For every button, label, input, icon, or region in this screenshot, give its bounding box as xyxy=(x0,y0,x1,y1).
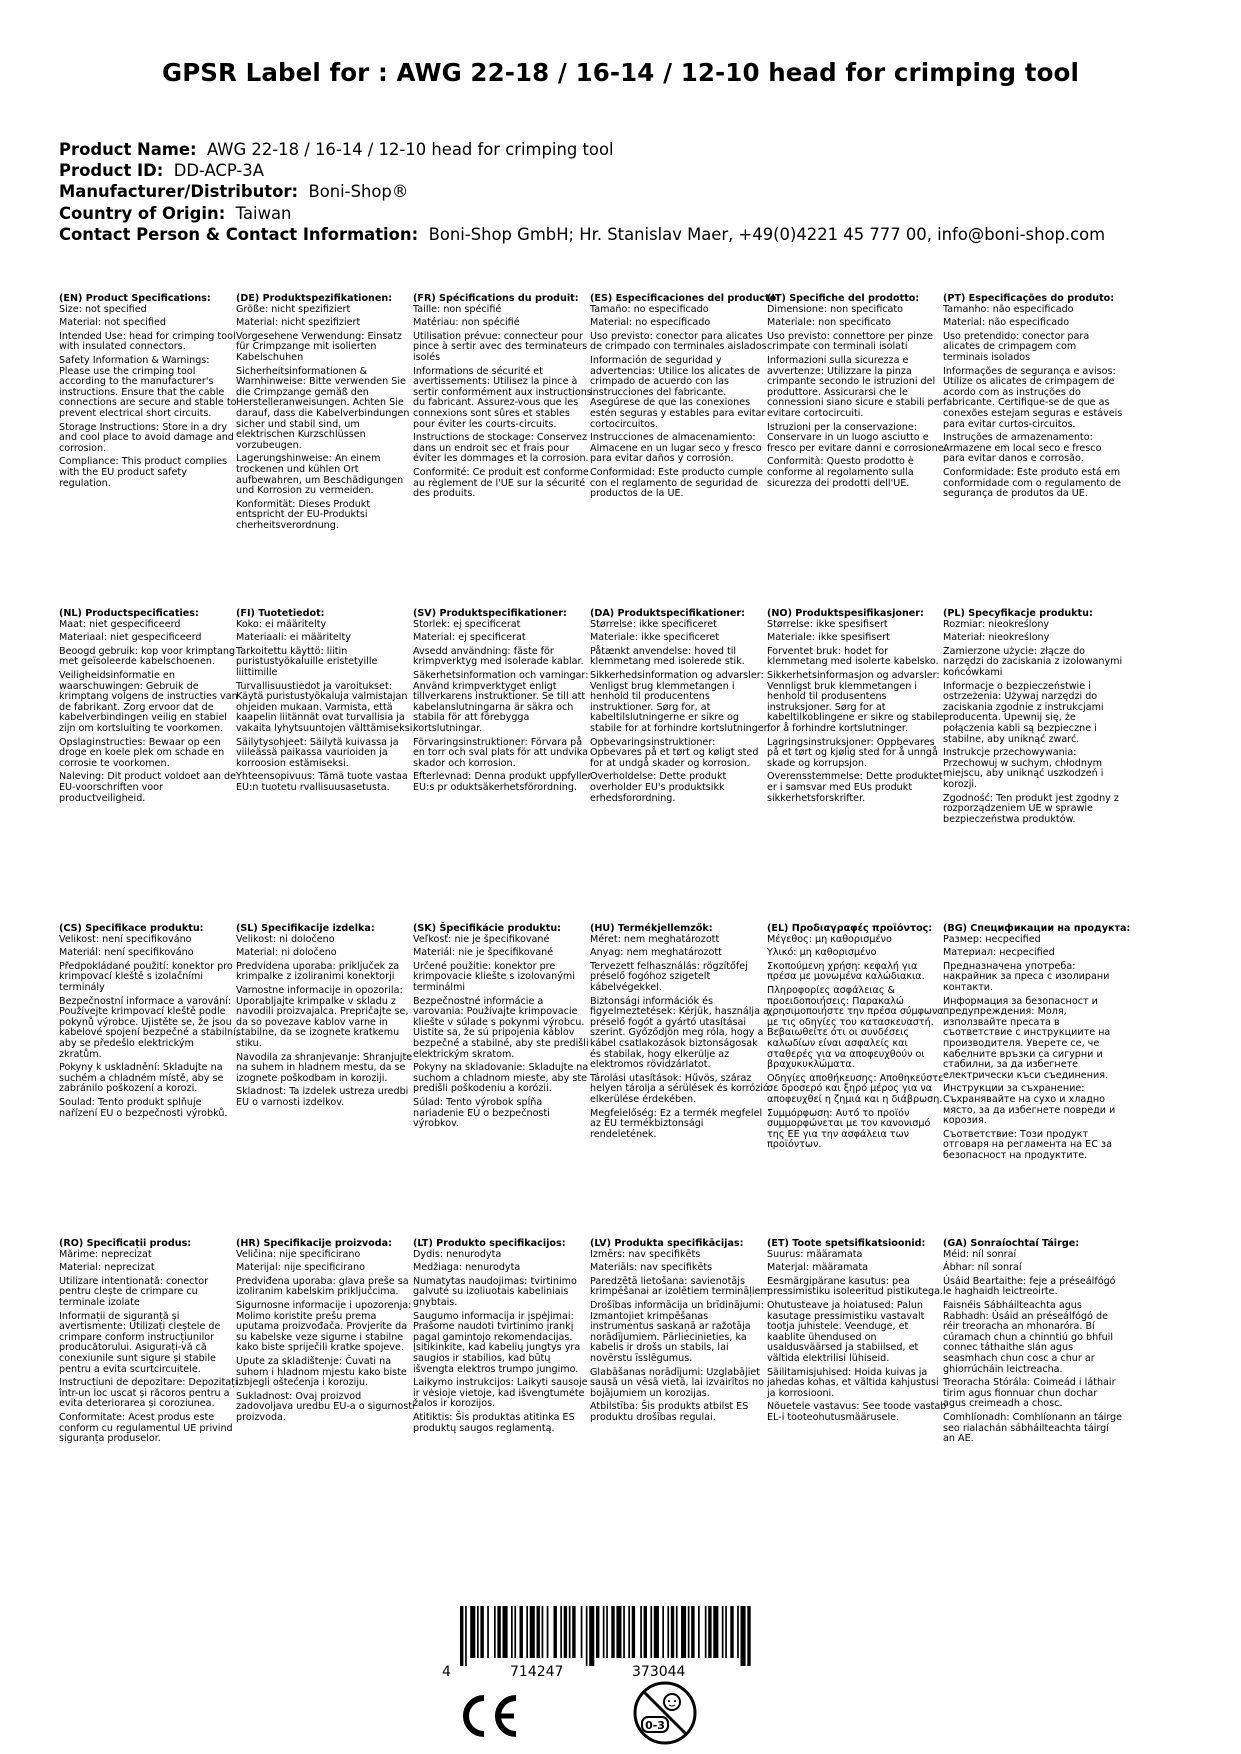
language-block xyxy=(767,1239,947,1427)
language-paragraph: Materiál: není specifikováno xyxy=(59,947,194,959)
language-heading: (SV) Produktspecifikationer: xyxy=(413,608,567,619)
barcode-bar xyxy=(569,1606,571,1658)
barcode-bar xyxy=(477,1606,479,1658)
language-paragraph: Zgodność: Ten produkt jest zgodny z rozporządzeniem UE w sprawie bezpieczeństwa produktów. xyxy=(943,792,1119,825)
language-paragraph: Safety Information & Warnings: Please use the crimping tool according to the manufacturer's instructions. Ensure that the cable connections are secure and stable to prevent electrical short circuits. xyxy=(59,354,237,419)
language-paragraph: Storlek: ej specificerat xyxy=(413,618,521,630)
language-heading: (LT) Produkto specifikacijos: xyxy=(413,1238,566,1249)
language-paragraph: Velikost: není specifikováno xyxy=(59,933,192,945)
language-paragraph: Tamaño: no especificado xyxy=(590,303,709,315)
language-heading: (ES) Especificaciones del producto: xyxy=(590,293,781,304)
language-paragraph: Informations de sécurité et avertissements: Utilisez la pince à sertir conformément aux instructions du fabricant. Assurez-vous que les connexions sont sûres et stables pour éviter les courts-circuits. xyxy=(413,365,592,430)
language-paragraph: Úsáid Beartaithe: feje a préseálfógó le haghaidh leictreoirte. xyxy=(943,1275,1116,1298)
language-paragraph: Overholdelse: Dette produkt overholder EU's produktsikk erhedsforordning. xyxy=(590,771,727,804)
language-paragraph: Konformität: Dieses Produkt entspricht der EU-Produktsi cherheitsverordnung. xyxy=(236,498,371,531)
language-paragraph: Predviđena uporaba: glava preše sa izoliranim kabelskim priključcima. xyxy=(236,1275,409,1298)
language-heading: (EN) Product Specifications: xyxy=(59,293,211,304)
product-name-label: Product Name: xyxy=(59,140,197,159)
language-paragraph: Koko: ei määritelty xyxy=(236,618,327,630)
language-paragraph: Υλικό: μη καθορισμένο xyxy=(767,947,877,959)
language-paragraph: Storage Instructions: Store in a dry and cool place to avoid damage and corrosion. xyxy=(59,421,234,454)
language-paragraph: Material: não especificado xyxy=(943,317,1070,329)
language-paragraph: Ábhar: níl sonraí xyxy=(943,1262,1022,1274)
language-paragraph: Upute za skladištenje: Čuvati na suhom i hladnom mjestu kako biste izbjegli oštećenja i koroziju. xyxy=(236,1355,407,1389)
barcode-bar xyxy=(564,1606,567,1658)
language-heading: (FR) Spécifications du produit: xyxy=(413,293,579,304)
language-block xyxy=(943,294,1123,503)
barcode-bar xyxy=(581,1606,583,1658)
barcode-digits-right: 373044 xyxy=(632,1664,686,1678)
barcode-bar xyxy=(554,1606,557,1658)
language-block xyxy=(590,293,781,503)
language-paragraph: Materijal: nije specificirano xyxy=(236,1262,365,1274)
barcode-bar xyxy=(705,1606,707,1658)
language-paragraph: Atitiktis: Šis produktas atitinka ES produktų saugos reglamentą. xyxy=(413,1411,575,1434)
barcode-bar xyxy=(526,1606,528,1658)
barcode-bar xyxy=(623,1606,625,1658)
barcode-bar xyxy=(713,1606,718,1658)
barcode-bar xyxy=(628,1606,630,1658)
language-paragraph: Utilizare intenționată: conector pentru clește de crimpare cu terminale izolate xyxy=(59,1275,209,1308)
language-block xyxy=(943,609,1123,828)
language-paragraph: Varnostne informacije in opozorila: Uporabljajte krimpalke v skladu z navodili proizvajalca. Prepričajte se, da so povezave kablov varne in stabilne, da se izognete kratkemu stiku. xyxy=(236,984,409,1049)
language-paragraph: Instrukcje przechowywania: Przechowuj w suchym, chłodnym miejscu, aby uniknąć uszkodzeń i korozji. xyxy=(943,747,1104,790)
language-paragraph: Materjal: määramata xyxy=(767,1262,869,1274)
language-paragraph: Méid: níl sonraí xyxy=(943,1248,1017,1260)
barcode-bar xyxy=(497,1606,500,1658)
language-paragraph: Laikymo instrukcijos: Laikyti sausoje ir vėsioje vietoje, kad išvengtumėte žalos ir korozijos. xyxy=(413,1377,588,1410)
barcode-bar xyxy=(611,1606,614,1658)
language-paragraph: Påtænkt anvendelse: hoved til klemmetang med isolerede stik. xyxy=(590,645,745,668)
barcode-bar xyxy=(589,1606,594,1666)
language-block xyxy=(413,1239,593,1437)
language-block xyxy=(943,1239,1123,1448)
barcode-bar xyxy=(616,1606,621,1658)
barcode-bar xyxy=(671,1606,674,1658)
language-paragraph: Faisnéis Sábháilteachta agus Rabhadh: Úsáid an préseálfógó de réir treoracha an mhonaróra. Bí cúramach chun a chinntiú go bhfuil connec táthaithe slán agus seasmhach chun cosc a chur ar ghiorrúcháin leictreacha. xyxy=(943,1299,1114,1375)
language-paragraph: Beoogd gebruik: kop voor krimptang met geïsoleerde kabelschoenen. xyxy=(59,645,236,668)
language-paragraph: Μέγεθος: μη καθορισμένο xyxy=(767,933,892,945)
language-paragraph: Størrelse: ikke spesifisert xyxy=(767,618,888,630)
barcode-bar xyxy=(603,1606,605,1658)
language-paragraph: Conformitate: Acest produs este conform cu regulamentul UE privind siguranța produselor. xyxy=(59,1411,233,1445)
language-paragraph: Vorgesehene Verwendung: Einsatz für Crimpzange mit isolierten Kabelschuhen xyxy=(236,330,402,363)
language-block xyxy=(236,609,416,797)
language-paragraph: Izmērs: nav specifikēts xyxy=(590,1248,701,1260)
language-block xyxy=(413,924,593,1133)
barcode xyxy=(440,1606,758,1678)
language-paragraph: Overensstemmelse: Dette produktet er i samsvar med EUs produkt sikkerhetsforskrifter. xyxy=(767,771,943,804)
language-paragraph: Информация за безопасност и предупреждения: Моля, използвайте пресата в съответствие с инструкциите на производителя. Уверете се, че кабелните връзки са сигурни и стабилни, за да избегнете електрически къси съединения. xyxy=(943,995,1111,1081)
language-paragraph: Anyag: nem meghatározott xyxy=(590,947,722,959)
language-paragraph: Conformità: Questo prodotto è conforme al regolamento sulla sicurezza dei prodotti dell'UE. xyxy=(767,456,914,489)
barcode-bar xyxy=(560,1606,562,1658)
language-heading: (NO) Produktspesifikasjoner: xyxy=(767,608,924,619)
language-paragraph: Naleving: Dit product voldoet aan de EU-voorschriften voor productveiligheid. xyxy=(59,771,236,804)
barcode-bar xyxy=(460,1606,463,1666)
barcode-bar xyxy=(514,1606,516,1658)
barcode-bar xyxy=(537,1606,540,1658)
product-id-value: DD-ACP-3A xyxy=(173,161,264,181)
barcode-bars xyxy=(460,1606,751,1666)
barcode-bar xyxy=(586,1606,588,1666)
language-paragraph: Suurus: määramata xyxy=(767,1248,863,1260)
language-paragraph: Sigurnosne informacije i upozorenja: Molimo koristite prešu prema uputama proizvođača. Provjerite da su kabelske veze sigurne i stabilne kako biste spriječili kratke spojeve. xyxy=(236,1299,412,1354)
barcode-bar xyxy=(688,1606,690,1658)
language-paragraph: Istruzioni per la conservazione: Conservare in un luogo asciutto e fresco per evitare danni e corrosione. xyxy=(767,421,947,454)
barcode-bar xyxy=(747,1606,750,1666)
barcode-digits-left: 4 xyxy=(442,1664,451,1678)
language-paragraph: Matériau: non spécifié xyxy=(413,317,520,329)
language-paragraph: Biztonsági információk és figyelmeztetések: Kérjük, használja a préselő fogót a gyártó utasításai szerint. Győződjön meg róla, hogy a kábel csatlakozások biztonságosak és stabilak, hogy elkerülje az elektromos rövidzárlatot. xyxy=(590,995,769,1071)
barcode-bar xyxy=(698,1606,700,1658)
language-paragraph: Información de seguridad y advertencias: Utilice los alicates de crimpado de acuerdo con las instrucciones del fabricante. Asegúrese de que las conexiones estén seguras y estables para evitar cortocircuitos. xyxy=(590,354,766,430)
language-block xyxy=(59,294,239,492)
barcode-bar xyxy=(511,1606,513,1658)
barcode-bar xyxy=(480,1606,483,1658)
language-paragraph: Säilitamisjuhised: Hoida kuivas ja jahedas kohas, et vältida kahjustusi ja korrosiooni. xyxy=(767,1366,939,1399)
language-paragraph: Compliance: This product complies with the EU product safety regulation. xyxy=(59,456,228,489)
language-block xyxy=(590,609,770,807)
language-paragraph: Comhlíonadh: Comhlíonann an táirge seo rialachán sábháilteachta táirgí an AE. xyxy=(943,1411,1123,1445)
language-paragraph: Materiaal: niet gespecificeerd xyxy=(59,632,202,644)
language-heading: (IT) Specifiche del prodotto: xyxy=(767,293,920,304)
language-heading: (SL) Specifikacije izdelka: xyxy=(236,923,375,934)
language-paragraph: Bezpečnostné informácie a varovania: Používajte krimpovacie kliešte v súlade s pokynmi výrobcu. Uistite sa, že sú pripojenia káblov bezpečné a stabilné, aby ste predišli elektrickým skratom. xyxy=(413,995,589,1060)
barcode-bar xyxy=(691,1606,694,1658)
language-block xyxy=(236,924,416,1112)
language-paragraph: Predvidena uporaba: priključek za krimpalke z izoliranimi konektorji xyxy=(236,960,400,983)
language-paragraph: Instrucțiuni de depozitare: Depozitați într-un loc uscat și răcoros pentru a evita deteriorarea și coroziunea. xyxy=(59,1377,238,1410)
language-heading: (NL) Productspecificaties: xyxy=(59,608,199,619)
country-row xyxy=(59,203,1199,224)
barcode-bar xyxy=(640,1606,642,1658)
language-paragraph: Maat: niet gespecificeerd xyxy=(59,618,181,630)
language-paragraph: Eesmärgipärane kasutus: pea pressimistiku isoleeritud pistikutega. xyxy=(767,1275,944,1298)
language-paragraph: Navodila za shranjevanje: Shranjujte na suhem in hladnem mestu, da se izognete poškodbam in koroziji. xyxy=(236,1051,413,1084)
barcode-bar xyxy=(494,1606,496,1658)
barcode-bar xyxy=(542,1606,544,1658)
language-block xyxy=(943,923,1131,1164)
language-paragraph: Πληροφορίες ασφάλειας & προειδοποιήσεις: Παρακαλώ χρησιμοποιήστε την πρέσα σύμφωνα με τις οδηγίες του κατασκευαστή. Βεβαιωθείτε ότι οι συνδέσεις καλωδίων είναι ασφαλείς και σταθερές για να αποφευχθούν οι βραχυκυκλώματα. xyxy=(767,984,944,1071)
language-paragraph: Drošības informācija un brīdinājumi: Izmantojiet krimpēšanas instrumentus saskaņā ar ražotāja norādījumiem. Pārliecinieties, ka kabelis ir drošs un stabils, lai novērstu īsslēgumus. xyxy=(590,1299,764,1364)
language-block xyxy=(413,294,593,503)
language-paragraph: Veľkosť: nie je špecifikované xyxy=(413,933,550,945)
language-paragraph: Material: not specified xyxy=(59,317,166,329)
language-heading: (BG) Спецификации на продукта: xyxy=(943,923,1131,934)
language-paragraph: Veiligheidsinformatie en waarschuwingen: Gebruik de krimptang volgens de instructies van de fabrikant. Zorg ervoor dat de kabelverbindingen veilig en stabiel zijn om kortsluiting te voorkomen. xyxy=(59,669,238,734)
language-paragraph: Tamanho: não especificado xyxy=(943,303,1074,315)
language-paragraph: Sukladnost: Ovaj proizvod zadovoljava uredbu EU-a o sigurnosti proizvoda. xyxy=(236,1390,415,1423)
language-paragraph: Yhteensopivuus: Tämä tuote vastaa EU:n tuotetu rvallisuusasetusta. xyxy=(236,771,408,793)
manufacturer-row xyxy=(59,181,1199,202)
language-paragraph: Tárolási utasítások: Hűvös, száraz helyen tárolja a sérülések és korrózió elkerülése érdekében. xyxy=(590,1072,769,1105)
language-block xyxy=(413,609,593,797)
language-paragraph: Materiale: ikke specificeret xyxy=(590,632,720,644)
language-paragraph: Material: nicht spezifiziert xyxy=(236,317,361,329)
language-paragraph: Skladnost: Ta izdelek ustreza uredbi EU o varnosti izdelkov. xyxy=(236,1086,409,1108)
language-paragraph: Materiál: nie je špecifikované xyxy=(413,947,554,959)
language-paragraph: Bezpečnostní informace a varování: Používejte krimpovací kleště podle pokynů výrobce. Ujistěte se, že jsou kabelové spojení bezpečné a stabilní, aby se předešlo elektrickým zkratům. xyxy=(59,995,239,1060)
language-paragraph: Materiāls: nav specifikēts xyxy=(590,1262,713,1274)
language-paragraph: Forventet bruk: hodet for klemmetang med isolerte kabelsko. xyxy=(767,645,939,668)
language-paragraph: Materiał: nieokreślony xyxy=(943,632,1050,644)
language-paragraph: Tarkoitettu käyttö: liitin puristustyökaluille eristetyille liittimille xyxy=(236,645,378,678)
barcode-bar xyxy=(667,1606,669,1658)
barcode-digits-mid: 714247 xyxy=(510,1664,564,1678)
language-block xyxy=(236,294,416,534)
contact-row xyxy=(59,224,1199,245)
language-block xyxy=(590,924,770,1143)
language-paragraph: Předpokládané použití: konektor pro krimpovací kleště s izolačními terminály xyxy=(59,960,233,993)
language-paragraph: Utilisation prévue: connecteur pour pince à sertir avec des terminateurs isolés xyxy=(413,330,588,363)
language-paragraph: Συμμόρφωση: Αυτό το προϊόν συμμορφώνεται με τον κανονισμό της ΕΕ για την ασφάλεια των προϊόντων. xyxy=(767,1107,931,1151)
language-paragraph: Lagringsinstruksjoner: Oppbevares på et tørt og kjølig sted for å unngå skade og korrupsjon. xyxy=(767,736,938,769)
language-paragraph: Mărime: neprecizat xyxy=(59,1248,152,1260)
language-block xyxy=(236,1239,416,1427)
barcode-bar xyxy=(676,1606,678,1658)
language-paragraph: Material: ej specificerat xyxy=(413,632,526,644)
language-paragraph: Säilytysohjeet: Säilytä kuivassa ja viileässä paikassa vaurioiden ja korroosion estämiseksi. xyxy=(236,736,399,769)
language-paragraph: Určené použitie: konektor pre krimpovacie kliešte s izolovanými terminálmi xyxy=(413,960,575,993)
language-paragraph: Materiale: non specificato xyxy=(767,317,891,329)
language-paragraph: Zamierzone użycie: złącze do narzędzi do zaciskania z izolowanymi końcówkami xyxy=(943,645,1123,678)
barcode-bar xyxy=(662,1606,664,1658)
product-name-value: AWG 22-18 / 16-14 / 12-10 head for crimping tool xyxy=(206,140,614,159)
language-block xyxy=(767,924,947,1154)
language-block xyxy=(590,1239,770,1427)
barcode-bar xyxy=(470,1606,475,1658)
barcode-bar xyxy=(596,1606,599,1658)
product-id-label: Product ID: xyxy=(59,161,164,181)
language-paragraph: Efterlevnad: Denna produkt uppfyller EU:s pr oduktsäkerhetsförordning. xyxy=(413,771,592,793)
language-block xyxy=(59,924,239,1122)
barcode-bar xyxy=(730,1606,733,1658)
language-heading: (LV) Produkta specifikācijas: xyxy=(590,1238,744,1249)
language-paragraph: Soulad: Tento produkt splňuje nařízení EU o bezpečnosti výrobků. xyxy=(59,1096,228,1119)
language-paragraph: Størrelse: ikke specificeret xyxy=(590,618,717,630)
barcode-bar xyxy=(722,1606,724,1658)
language-paragraph: Size: not specified xyxy=(59,303,147,315)
page-title: GPSR Label for : AWG 22-18 / 16-14 / 12-10 head for crimping tool xyxy=(162,58,1079,87)
barcode-bar xyxy=(741,1606,746,1666)
language-paragraph: Sikkerhetsinformasjon og advarsler: Vennligst bruk klemmetangen i henhold til produsentens instruksjoner. Sørg for at kabeltilkoblingene er sikre og stabile for å forhindre kortslutninger. xyxy=(767,669,944,734)
language-paragraph: Material: no especificado xyxy=(590,317,711,329)
language-paragraph: Rozmiar: nieokreślony xyxy=(943,618,1050,630)
language-paragraph: Avsedd användning: fäste för krimpverktyg med isolerade kablar. xyxy=(413,645,584,668)
product-info xyxy=(59,139,1199,245)
language-paragraph: Предназначена употреба: накрайник за преса с изолирани контакти. xyxy=(943,960,1110,993)
language-paragraph: Medžiaga: nenurodyta xyxy=(413,1262,521,1274)
barcode-bar xyxy=(632,1606,635,1658)
language-heading: (ET) Toote spetsifikatsioonid: xyxy=(767,1238,926,1249)
age-warning-icon xyxy=(632,1680,698,1746)
language-paragraph: Σκοπούμενη χρήση: κεφαλή για πρέσα με μονωμένα καλώδιακια. xyxy=(767,960,925,983)
language-paragraph: Numatytas naudojimas: tvirtinimo galvutė su izoliuotais kabeliniais gnybtais. xyxy=(413,1275,577,1308)
language-paragraph: Materiale: ikke spesifisert xyxy=(767,632,890,644)
language-paragraph: Conformidad: Este producto cumple con el reglamento de seguridad de productos de la UE. xyxy=(590,466,763,500)
language-paragraph: Turvallisuustiedot ja varoitukset: Käytä puristustyökaluja valmistajan ohjeiden mukaan. Varmista, että kaapelin liitännät ovat turvallisia ja vakaita lyhytsuuntojen välttämiseksi. xyxy=(236,680,416,734)
language-paragraph: Informazioni sulla sicurezza e avvertenze: Utilizzare la pinza crimpante secondo le istruzioni del produttore. Assicurarsi che le connessioni siano sicure e stabili per evitare cortocircuiti. xyxy=(767,354,944,419)
language-block xyxy=(767,609,947,807)
language-block xyxy=(59,609,239,807)
language-paragraph: Uso previsto: conector para alicates de crimpado con terminales aislados xyxy=(590,330,767,353)
language-paragraph: Treoracha Stórála: Coimeád i láthair tirim agus fionnuar chun dochar agus creimeadh a chosc. xyxy=(943,1377,1116,1410)
language-paragraph: Uso pretendido: conector para alicates de crimpagem com terminais isolados xyxy=(943,330,1090,363)
language-paragraph: Veličina: nije specificirano xyxy=(236,1248,361,1260)
barcode-bar xyxy=(520,1606,523,1658)
language-paragraph: Taille: non spécifié xyxy=(413,303,502,315)
language-paragraph: Sicherheitsinformationen & Warnhinweise: Bitte verwenden Sie die Crimpzange gemäß den Herstelleranweisungen. Achten Sie darauf, dass die Kabelverbindungen sicher und stabil sind, um elektrischen Kurzschlüssen vorzubeugen. xyxy=(236,365,410,451)
language-block xyxy=(59,1239,239,1448)
language-paragraph: Paredzētā lietošana: savienotājs krimpēšanai ar izolētiem termināļiem xyxy=(590,1275,770,1298)
language-paragraph: Intended Use: head for crimping tool with insulated connectors. xyxy=(59,330,236,353)
barcode-bar xyxy=(644,1606,647,1658)
barcode-bar xyxy=(572,1606,575,1658)
language-paragraph: Материал: несресified xyxy=(943,947,1055,959)
language-heading: (DA) Produktspecifikationer: xyxy=(590,608,745,619)
language-heading: (CS) Specifikace produktu: xyxy=(59,923,204,934)
language-paragraph: Material: ni določeno xyxy=(236,947,337,959)
language-paragraph: Opbevaringsinstruktioner: Opbevares på et tørt og køligt sted for at undgå skader og korrosion. xyxy=(590,736,759,769)
language-block xyxy=(767,294,947,492)
barcode-bar xyxy=(487,1606,489,1658)
language-paragraph: Saugumo informacija ir įspėjimai: Prašome naudoti tvirtinimo įrankį pagal gamintojo rekomendacijas. Įsitikinkite, kad kabelių jungtys yra saugios ir stabilios, kad būtų išvengta elektros trumpo jungimo. xyxy=(413,1310,581,1375)
manufacturer-label: Manufacturer/Distributor: xyxy=(59,182,299,202)
barcode-bar xyxy=(503,1606,508,1658)
product-name-row xyxy=(59,139,1199,160)
language-paragraph: Lagerungshinweise: An einem trockenen und kühlen Ort aufbewahren, um Beschädigungen und Korrosion zu vermeiden. xyxy=(236,453,404,497)
language-paragraph: Säkerhetsinformation och varningar: Använd krimpverktyget enligt tillverkarens instruktioner. Se till att kabelanslutningarna är säkra och stabila för att förebygga kortslutningar. xyxy=(413,669,589,734)
ce-mark-icon xyxy=(456,1692,520,1740)
country-value: Taiwan xyxy=(235,203,292,223)
barcode-bar xyxy=(650,1606,652,1658)
language-paragraph: Nõuetele vastavus: See toode vastab EL-i tooteohutusmäärusele. xyxy=(767,1401,947,1423)
language-heading: (PL) Specyfikacje produktu: xyxy=(943,608,1093,619)
language-heading: (EL) Προδιαγραφές προϊόντος: xyxy=(767,923,933,934)
language-paragraph: Súlad: Tento výrobok spĺňa nariadenie EÚ o bezpečnosti výrobkov. xyxy=(413,1096,550,1130)
language-paragraph: Materiaali: ei määritelty xyxy=(236,632,351,644)
language-paragraph: Размер: несресified xyxy=(943,933,1041,945)
barcode-bar xyxy=(725,1606,727,1658)
language-heading: (RO) Specificații produs: xyxy=(59,1238,192,1249)
language-heading: (SK) Špecifikácie produktu: xyxy=(413,923,562,934)
language-heading: (FI) Tuotetiedot: xyxy=(236,608,325,619)
age-warning-label: 0-3 xyxy=(645,1719,665,1732)
language-paragraph: Megfelelőség: Ez a termék megfelel az EU termékbiztonsági rendeletének. xyxy=(590,1107,763,1140)
language-paragraph: Οδηγίες αποθήκευσης: Αποθηκεύστε σε δροσερό και ξηρό μέρος για να αποφευχθεί η ζημιά και η διάβρωση. xyxy=(767,1072,944,1105)
barcode-bar xyxy=(681,1606,686,1658)
language-paragraph: Velikost: ni določeno xyxy=(236,933,335,945)
language-paragraph: Инструкции за съхранение: Съхранявайте на сухо и хладно място, за да избегнете повреди и корозия. xyxy=(943,1083,1116,1127)
language-paragraph: Sikkerhedsinformation og advarsler: Venligst brug klemmetangen i henhold til producentens instruktioner. Sørg for, at kabeltilslutningerne er sikre og stabile for at forhindre kortslutninger. xyxy=(590,669,770,734)
language-paragraph: Dimensione: non specificato xyxy=(767,303,904,315)
language-paragraph: Instrucciones de almacenamiento: Almacene en un lugar seco y fresco para evitar daños y corrosión. xyxy=(590,432,762,465)
language-paragraph: Glabāšanas norādījumi: Uzglabājiet sausā un vēsā vietā, lai izvairītos no bojājumiem un korozijas. xyxy=(590,1366,765,1399)
language-paragraph: Uso previsto: connettore per pinze crimpate con terminali isolati xyxy=(767,330,933,353)
contact-label: Contact Person & Contact Information: xyxy=(59,224,419,244)
language-paragraph: Съответствие: Този продукт отговаря на регламента на ЕС за безопасност на продуктите. xyxy=(943,1128,1112,1161)
barcode-bar xyxy=(547,1606,549,1658)
barcode-bar xyxy=(654,1606,659,1658)
language-paragraph: Pokyny na skladovanie: Skladujte na suchom a chladnom mieste, aby ste predišli poškodeniu a korózii. xyxy=(413,1062,589,1095)
barcode-bar xyxy=(737,1606,739,1658)
language-paragraph: Informacje o bezpieczeństwie i ostrzeżenia: Używaj narzędzi do zaciskania zgodnie z instrukcjami producenta. Upewnij się, że połączenia kabli są bezpieczne i stabilne, aby uniknąć zwarć. xyxy=(943,680,1104,745)
barcode-bar xyxy=(530,1606,535,1658)
language-paragraph: Dydis: nenurodyta xyxy=(413,1248,502,1260)
language-paragraph: Informații de siguranță și avertismente: Utilizați cleștele de crimpare conform instrucțiunilor producătorului. Asigurați-vă că conexiunile sunt sigure și stabile pentru a evita scurtcircuitele. xyxy=(59,1310,221,1375)
language-paragraph: Conformidade: Este produto está em conformidade com o regulamento de segurança de produtos da UE. xyxy=(943,466,1122,500)
product-id-row xyxy=(59,160,1199,181)
language-paragraph: Atbilstība: Šis produkts atbilst ES produktu drošības regulai. xyxy=(590,1401,749,1423)
language-heading: (DE) Produktspezifikationen: xyxy=(236,293,393,304)
language-paragraph: Größe: nicht spezifiziert xyxy=(236,303,351,315)
language-paragraph: Informações de segurança e avisos: Utilize os alicates de crimpagem de acordo com as instruções do fabricante. Certifique-se de que as conexões estejam seguras e estáveis para evitar curtos-circuitos. xyxy=(943,365,1123,430)
language-paragraph: Conformité: Ce produit est conforme au règlement de l'UE sur la sécurité des produits. xyxy=(413,466,589,500)
language-paragraph: Instructions de stockage: Conservez dans un endroit sec et frais pour éviter les dommages et la corrosion. xyxy=(413,432,589,465)
language-paragraph: Tervezett felhasználás: rögzítőfej préselő fogóhoz szigetelt kábelvégekkel. xyxy=(590,960,748,993)
language-paragraph: Förvaringsinstruktioner: Förvara på en torr och sval plats för att undvika skador och korrosion. xyxy=(413,736,588,769)
manufacturer-value: Boni-Shop® xyxy=(308,182,409,202)
barcode-bar xyxy=(465,1606,467,1666)
language-heading: (HR) Specifikacije proizvoda: xyxy=(236,1238,392,1249)
barcode-bar xyxy=(708,1606,711,1658)
language-paragraph: Pokyny k uskladnění: Skladujte na suchém a chladném místě, aby se zabránilo poškození a korozi. xyxy=(59,1062,224,1095)
language-paragraph: Opslaginstructies: Bewaar op een droge en koele plek om schade en corrosie te voorkomen. xyxy=(59,736,225,769)
language-heading: (HU) Termékjellemzők: xyxy=(590,923,713,934)
barcode-bar xyxy=(606,1606,608,1658)
language-paragraph: Instruções de armazenamento: Armazene em local seco e fresco para evitar danos e corrosão. xyxy=(943,432,1102,465)
language-heading: (PT) Especificações do produto: xyxy=(943,293,1115,304)
language-heading: (GA) Sonraíochtaí Táirge: xyxy=(943,1238,1080,1249)
language-paragraph: Méret: nem meghatározott xyxy=(590,933,720,945)
contact-value: Boni-Shop GmbH; Hr. Stanislav Maer, +49(0)4221 45 777 00, info@boni-shop.com xyxy=(428,224,1106,244)
language-paragraph: Ohutusteave ja hoiatused: Palun kasutage pressimistiku vastavalt tootja juhistele. Veenduge, et kaablite ühendused on usaldusväärsed ja stabiilsed, et vältida elektrilisi lühiseid. xyxy=(767,1299,925,1364)
language-paragraph: Material: neprecizat xyxy=(59,1262,155,1274)
country-label: Country of Origin: xyxy=(59,203,226,223)
